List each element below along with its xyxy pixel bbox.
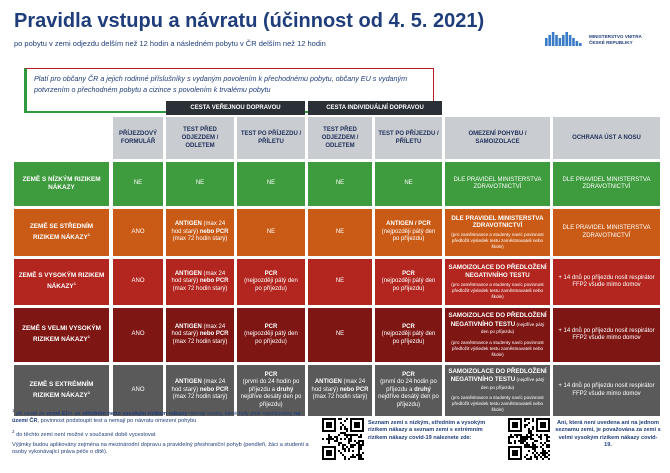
- column-header-pub-before: TEST PŘED ODJEZDEM / ODLETEM: [166, 117, 234, 159]
- cell-text: (max 72 hodin starý): [172, 285, 228, 292]
- footnote-text-bold: země EU+ se středním nebo vysokým rizikem nákazy: [46, 410, 188, 417]
- cell-text-bold: PCR: [402, 371, 415, 378]
- page-title: Pravidla vstupu a návratu (účinnost od 4. 5. 2021): [14, 10, 485, 32]
- cell-form: [113, 308, 163, 362]
- cell-text: (první do 24 hodin po příjezdu a: [242, 379, 300, 393]
- qr-text-1: Seznam zemí s nízkým, středním a vysokým rizikem nákazy a seznam zemí s extrémním rizikem nákazy covid-19 naleznete zde:: [368, 420, 486, 441]
- cell-text-bold: ANTIGEN: [174, 323, 202, 330]
- cell-ind-after: [375, 308, 442, 362]
- cell-text: nejdříve desátý den po příjezdu): [240, 394, 302, 408]
- cell-text: (max 72 hodin starý): [172, 236, 228, 243]
- row-label-text: ZEMĚ S EXTRÉMNÍM RIZIKEM NÁKAZY: [29, 380, 94, 400]
- cell-text: (nejpozději pátý den po příjezdu): [244, 278, 298, 292]
- cell-text-bold: PCR: [264, 270, 278, 277]
- row-label-text: ZEMĚ SE STŘEDNÍM RIZIKEM NÁKAZY: [29, 222, 94, 242]
- cell-text-bold: SAMOIZOLACE DO PŘEDLOŽENÍ NEGATIVNÍHO TESTU: [448, 312, 547, 328]
- cell-ind-after: [375, 365, 442, 416]
- column-header-restriction: OMEZENÍ POHYBU / SAMOIZOLACE: [445, 117, 550, 159]
- cell-form: [113, 209, 163, 256]
- cell-text: (první do 24 hodin po příjezdu a: [380, 379, 437, 393]
- row-label-low-risk: [14, 162, 109, 206]
- cell-text: NE: [266, 228, 276, 235]
- cell-text-bold: nebo PCR: [199, 386, 229, 393]
- cell-text-bold: PCR: [264, 371, 278, 378]
- cell-text-bold: nebo PCR: [199, 331, 229, 338]
- cell-restriction: [445, 308, 550, 362]
- cell-text: NE: [335, 180, 345, 187]
- cell-ind-before: [308, 162, 372, 206]
- cell-text: DLE PRAVIDEL MINISTERSTVA ZDRAVOTNICTVÍ: [562, 225, 651, 239]
- cell-text: (max 72 hodin starý): [172, 394, 228, 401]
- cell-restriction: [445, 259, 550, 305]
- cell-text-bold: PCR: [402, 323, 415, 330]
- footnote-3: Výjimky budou aplikovány zejména na mezinárodní dopravu a pravidelný přeshraniční pohyb (pendleři, žáci a studenti a osoby vykonávající práva péče o dítě).: [12, 441, 309, 456]
- column-header-pub-after: TEST PO PŘÍJEZDU / PŘÍLETU: [237, 117, 305, 159]
- footnote-text: při cestě ze: [14, 410, 47, 417]
- cell-text: (max 72 hodin starý): [172, 338, 228, 345]
- cell-text: NE: [133, 180, 143, 187]
- cell-text-small: (nejdříve pátý den po příjezdu): [480, 321, 545, 335]
- cell-pub-after: [237, 209, 305, 256]
- footnote-text: , povinnost podstoupit test a nemají po návratu omezení pohybu: [37, 418, 197, 425]
- cell-text: (nejpozději pátý den po příjezdu): [244, 331, 298, 345]
- cell-text: nejdříve desátý den po příjezdu): [378, 394, 439, 408]
- footnote-mark: 1: [87, 334, 90, 340]
- cell-text-bold: nebo PCR: [199, 278, 229, 285]
- cell-text-bold: nebo PCR: [339, 386, 369, 393]
- cell-text-bold: nebo PCR: [199, 228, 229, 235]
- cell-text: (max 24 hod starý): [171, 221, 226, 235]
- cell-pub-after: [237, 259, 305, 305]
- cell-text-small: (pro zaměstnance a studenty navíc povinnost předložit výsledek testu zaměstnavateli nebo škole): [451, 232, 544, 250]
- cell-form: [113, 259, 163, 305]
- footnote-text: nemají osoby, které byly plně naočkovány: [187, 410, 294, 417]
- footnote-mark: 1: [73, 281, 76, 287]
- row-label-text: ZEMĚ S VYSOKÝM RIZIKEM NÁKAZY: [18, 272, 105, 291]
- cell-text: ANO: [131, 386, 145, 393]
- cell-ind-after: [375, 209, 442, 256]
- cell-text-bold: ANTIGEN: [174, 270, 202, 277]
- cell-text-bold: ANTIGEN: [174, 221, 202, 228]
- cell-restriction: [445, 365, 550, 416]
- cell-text: + 14 dnů po příjezdu nosit respirátor FFP2 všude mimo domov: [558, 383, 655, 397]
- cell-text-bold: DLE PRAVIDEL MINISTERSTVA ZDRAVOTNICTVÍ: [451, 214, 544, 229]
- column-header-ind-before: TEST PŘED ODJEZDEM / ODLETEM: [308, 117, 372, 159]
- cell-form: [113, 162, 163, 206]
- cell-text-small: (pro zaměstnance a studenty navíc povinnost předložit výsledek testu zaměstnavateli nebo škole): [451, 395, 544, 413]
- cell-text-small: (nejdříve pátý den po příjezdu): [480, 377, 545, 390]
- rules-table: [14, 101, 660, 413]
- row-label-text: ZEMĚ S NÍZKÝM RIZIKEM NÁKAZY: [22, 176, 101, 191]
- cell-text: (max 24 hod starý): [171, 379, 226, 393]
- cell-pub-before: [166, 259, 234, 305]
- cell-ind-after: [375, 162, 442, 206]
- footnote-1: [12, 407, 312, 426]
- cell-protection: [553, 162, 660, 206]
- qr-text-2: Ani, která není uvedena ani na jednom seznamu zemí, je považována za zemi s velmi vysokým rizikem nákazy covid-19.: [555, 420, 661, 449]
- ministry-logo: [545, 30, 642, 50]
- column-header-protection: OCHRANA ÚST A NOSU: [553, 117, 660, 159]
- cell-text: (nejpozději pátý den po příjezdu): [381, 228, 436, 243]
- footnote-text-bold: na území ČR: [12, 410, 301, 425]
- group-header-individual-transport: CESTA INDIVIDUÁLNÍ DOPRAVOU: [308, 101, 442, 115]
- cell-text: (max 24 hod starý): [311, 379, 366, 393]
- cell-text: NE: [195, 180, 205, 187]
- cell-text-small: (pro zaměstnance a studenty navíc povinnost předložit výsledek testu zaměstnavateli nebo škole): [451, 339, 544, 357]
- cell-pub-after: [237, 162, 305, 206]
- cell-text: (max 72 hodin starý): [312, 394, 368, 401]
- ministry-logo-icon: [545, 30, 585, 50]
- page-subtitle: po pobytu v zemi odjezdu delším než 12 hodin a následném pobytu v ČR delším než 12 hodin: [14, 39, 326, 48]
- column-header-ind-after: TEST PO PŘÍJEZDU / PŘÍLETU: [375, 117, 442, 159]
- footnote-mark: 1: [12, 408, 15, 413]
- cell-pub-before: [166, 209, 234, 256]
- group-header-public-transport: CESTA VEŘEJNOU DOPRAVOU: [166, 101, 305, 115]
- cell-text-bold: SAMOIZOLACE DO PŘEDLOŽENÍ NEGATIVNÍHO TESTU: [448, 367, 547, 384]
- cell-ind-after: [375, 259, 442, 305]
- cell-text: NE: [335, 228, 345, 235]
- cell-restriction: [445, 162, 550, 206]
- cell-text: + 14 dnů po příjezdu nosit respirátor FFP2 všude mimo domov: [558, 274, 655, 288]
- cell-text: (max 24 hod starý): [171, 323, 226, 338]
- cell-text-bold: druhý: [414, 386, 431, 393]
- footnote-mark: 1: [87, 231, 90, 237]
- footnotes: [12, 407, 312, 459]
- cell-pub-before: [166, 162, 234, 206]
- cell-protection: [553, 365, 660, 416]
- cell-text: ANO: [131, 228, 145, 235]
- cell-ind-before: [308, 259, 372, 305]
- cell-pub-before: [166, 308, 234, 362]
- notice-text: Platí pro občany ČR a jejich rodinné příslušníky s vydaným povolením k přechodnému pobytu, občany EU s vydaným potvrzením o přechodném pobytu a cizince s povolením k trvalému pobytu: [34, 74, 408, 94]
- column-header-form: PŘÍJEZDOVÝ FORMULÁŘ: [113, 117, 163, 159]
- cell-text: NE: [335, 331, 345, 338]
- row-label-very-high-risk: [14, 308, 109, 362]
- cell-text-small: (pro zaměstnance a studenty navíc povinnost předložit výsledek testu zaměstnavateli nebo škole): [451, 281, 544, 299]
- cell-text: (nejpozději pátý den po příjezdu): [381, 331, 436, 345]
- cell-text: ANO: [131, 278, 145, 285]
- cell-text: NE: [404, 180, 413, 187]
- cell-text: DLE PRAVIDEL MINISTERSTVA ZDRAVOTNICTVÍ: [562, 176, 651, 190]
- cell-restriction: [445, 209, 550, 256]
- cell-text-bold: PCR: [402, 270, 415, 277]
- cell-ind-before: [308, 209, 372, 256]
- row-label-text: ZEMĚ S VELMI VYSOKÝM RIZIKEM NÁKAZY: [22, 325, 101, 344]
- cell-text: ANO: [131, 331, 145, 338]
- cell-protection: [553, 308, 660, 362]
- cell-text: NE: [266, 180, 276, 187]
- row-label-high-risk: [14, 259, 109, 305]
- cell-protection: [553, 259, 660, 305]
- cell-ind-before: [308, 308, 372, 362]
- footnote-text: do těchto zemí není možné v současné době vycestovat: [14, 431, 156, 438]
- cell-text-bold: PCR: [264, 323, 278, 330]
- qr-code-icon[interactable]: [322, 418, 364, 460]
- cell-text-bold: ANTIGEN / PCR: [386, 221, 431, 228]
- row-label-medium-risk: [14, 209, 109, 256]
- cell-ind-before: [308, 365, 372, 416]
- footnote-mark: 2: [87, 389, 90, 395]
- cell-text: (nejpozději pátý den po příjezdu): [381, 278, 436, 292]
- cell-text-bold: SAMOIZOLACE DO PŘEDLOŽENÍ NEGATIVNÍHO TESTU: [448, 264, 547, 279]
- cell-text: DLE PRAVIDEL MINISTERSTVA ZDRAVOTNICTVÍ: [453, 176, 542, 190]
- footnote-mark: 2: [12, 429, 15, 435]
- cell-text-bold: ANTIGEN: [174, 379, 202, 386]
- logo-line-2: ČESKÉ REPUBLIKY: [589, 40, 633, 45]
- cell-text: NE: [335, 278, 345, 285]
- logo-line-1: MINISTERSTVO VNITRA: [589, 34, 642, 40]
- cell-text-bold: druhý: [276, 386, 294, 393]
- cell-text: (max 24 hod starý): [171, 270, 226, 285]
- cell-pub-after: [237, 308, 305, 362]
- cell-text: + 14 dnů po příjezdu nosit respirátor FFP2 všude mimo domov: [558, 327, 655, 341]
- footnote-2: [12, 428, 312, 439]
- qr-code-icon[interactable]: [508, 418, 550, 460]
- cell-protection: [553, 209, 660, 256]
- cell-text-bold: ANTIGEN: [314, 379, 342, 386]
